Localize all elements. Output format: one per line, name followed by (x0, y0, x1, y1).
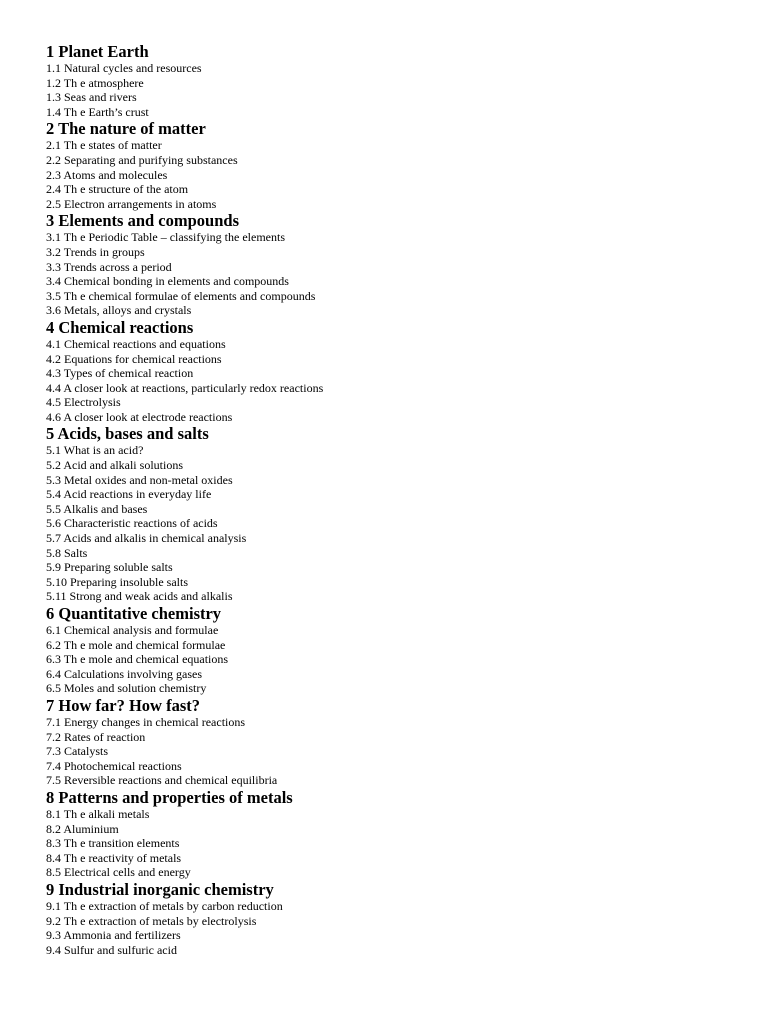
chapter-1 (46, 42, 746, 119)
section-item: 9.4 Sulfur and sulfuric acid (46, 942, 177, 957)
section-item: 3.4 Chemical bonding in elements and compounds (46, 274, 289, 289)
section-item: 5.2 Acid and alkali solutions (46, 458, 183, 473)
section-item: 2.1 Th e states of matter (46, 138, 162, 153)
chapter-9 (46, 880, 746, 957)
section-item: 4.1 Chemical reactions and equations (46, 336, 226, 351)
section-item: 7.2 Rates of reaction (46, 729, 146, 744)
section-item: 4.2 Equations for chemical reactions (46, 351, 222, 366)
section-item: 3.5 Th e chemical formulae of elements and compounds (46, 288, 316, 303)
section-item: 9.1 Th e extraction of metals by carbon reduction (46, 898, 283, 913)
section-item: 2.5 Electron arrangements in atoms (46, 196, 217, 211)
section-item: 2.3 Atoms and molecules (46, 167, 168, 182)
section-item: 2.4 Th e structure of the atom (46, 182, 189, 197)
section-item: 1.2 Th e atmosphere (46, 75, 144, 90)
section-item: 6.2 Th e mole and chemical formulae (46, 637, 226, 652)
section-list (46, 230, 746, 318)
chapter-title: 9 Industrial inorganic chemistry (46, 879, 274, 899)
chapter-5 (46, 424, 746, 604)
chapter-3 (46, 211, 746, 318)
chapter-title: 4 Chemical reactions (46, 317, 194, 337)
chapter-title: 7 How far? How fast? (46, 695, 200, 715)
section-list (46, 138, 746, 211)
chapter-8 (46, 788, 746, 880)
section-item: 6.1 Chemical analysis and formulae (46, 623, 219, 637)
section-item: 9.2 Th e extraction of metals by electrolysis (46, 913, 257, 928)
section-list (46, 807, 746, 880)
section-item: 8.1 Th e alkali metals (46, 806, 150, 821)
section-list (46, 61, 746, 119)
chapter-title: 1 Planet Earth (46, 42, 149, 61)
table-of-contents (46, 42, 746, 957)
section-item: 5.6 Characteristic reactions of acids (46, 516, 218, 531)
section-item: 8.5 Electrical cells and energy (46, 865, 191, 880)
section-list (46, 899, 746, 957)
section-item: 7.4 Photochemical reactions (46, 758, 182, 773)
section-list (46, 623, 746, 696)
chapter-6 (46, 604, 746, 696)
section-item: 3.6 Metals, alloys and crystals (46, 303, 192, 318)
section-item: 4.6 A closer look at electrode reactions (46, 409, 233, 424)
section-item: 4.3 Types of chemical reaction (46, 366, 194, 381)
section-item: 6.3 Th e mole and chemical equations (46, 652, 229, 667)
chapter-4 (46, 318, 746, 425)
section-item: 2.2 Separating and purifying substances (46, 152, 238, 167)
section-item: 5.1 What is an acid? (46, 443, 144, 458)
chapter-title: 5 Acids, bases and salts (46, 424, 209, 444)
section-item: 6.4 Calculations involving gases (46, 666, 202, 681)
section-item: 9.3 Ammonia and fertilizers (46, 928, 181, 943)
section-item: 4.4 A closer look at reactions, particularly redox reactions (46, 380, 324, 395)
section-item: 7.1 Energy changes in chemical reactions (46, 714, 246, 729)
section-item: 5.10 Preparing insoluble salts (46, 574, 188, 589)
section-item: 1.3 Seas and rivers (46, 90, 137, 105)
section-list (46, 337, 746, 425)
section-item: 5.3 Metal oxides and non-metal oxides (46, 472, 233, 487)
section-item: 7.5 Reversible reactions and chemical equilibria (46, 773, 278, 788)
section-item: 5.11 Strong and weak acids and alkalis (46, 589, 233, 604)
section-item: 8.4 Th e reactivity of metals (46, 850, 182, 865)
section-list (46, 443, 746, 604)
section-item: 3.3 Trends across a period (46, 259, 172, 274)
section-item: 5.7 Acids and alkalis in chemical analysis (46, 531, 247, 546)
chapter-title: 2 The nature of matter (46, 119, 206, 139)
section-item: 3.2 Trends in groups (46, 244, 145, 259)
section-item: 5.4 Acid reactions in everyday life (46, 487, 212, 502)
section-item: 4.5 Electrolysis (46, 395, 121, 410)
chapter-2 (46, 119, 746, 211)
section-item: 7.3 Catalysts (46, 744, 108, 759)
section-item: 3.1 Th e Periodic Table – classifying the elements (46, 230, 285, 245)
section-item: 1.4 Th e Earth’s crust (46, 104, 149, 119)
chapter-title: 6 Quantitative chemistry (46, 604, 222, 623)
section-item: 5.5 Alkalis and bases (46, 501, 148, 516)
section-item: 5.8 Salts (46, 545, 88, 560)
section-item: 8.2 Aluminium (46, 821, 119, 836)
chapter-7 (46, 696, 746, 788)
section-item: 5.9 Preparing soluble salts (46, 560, 173, 575)
section-item: 8.3 Th e transition elements (46, 836, 180, 851)
chapter-title: 8 Patterns and properties of metals (46, 787, 293, 807)
section-item: 6.5 Moles and solution chemistry (46, 681, 207, 696)
section-item: 1.1 Natural cycles and resources (46, 61, 202, 75)
section-list (46, 715, 746, 788)
chapter-title: 3 Elements and compounds (46, 211, 239, 231)
